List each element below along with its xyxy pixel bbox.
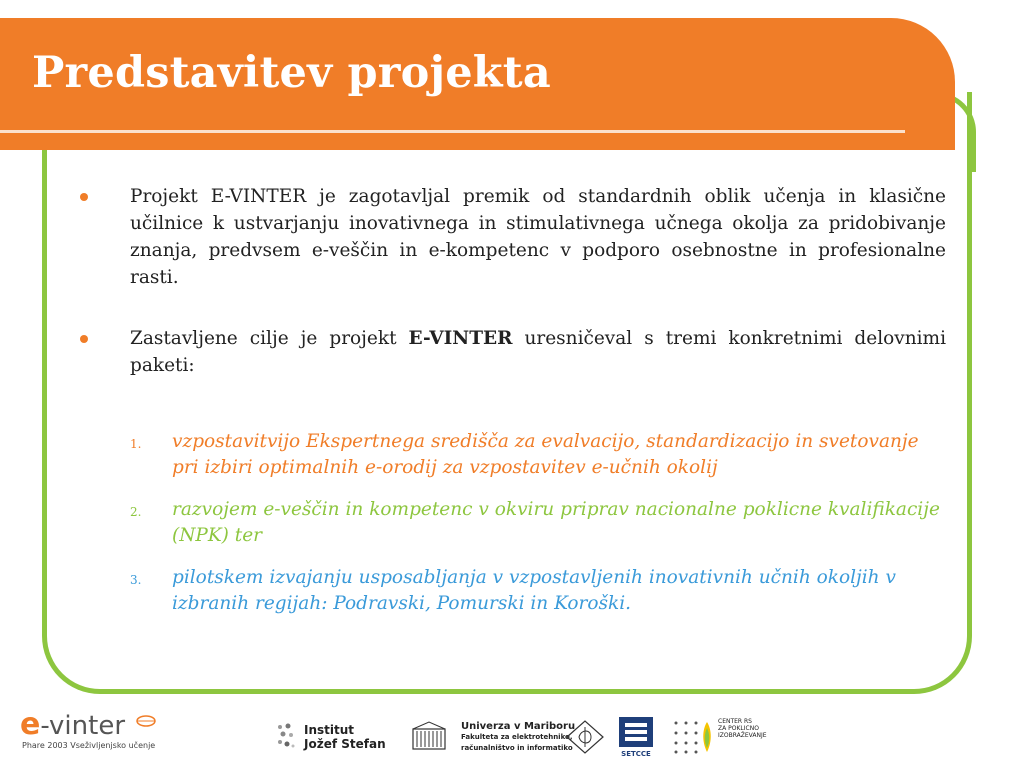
numbered-item-text: pilotskem izvajanju usposabljanja v vzpostavljenih inovativnih učnih okoljih v izbranih regijah: Podravski, Pomurski in Koroški. [172, 567, 896, 614]
numbered-item [130, 429, 946, 481]
flame-icon [700, 720, 714, 754]
bullet-text-bold: E-VINTER [408, 328, 513, 349]
bullet-text: Projekt E-VINTER je zagotavljal premik od standardnih oblik učenja in klasične učilnice k ustvarjanju inovativnega in stimulativnega učnega okolja za pridobivanje znanja, predvsem e-veščin in e-kompetenc v podporo osebnostne in profesionalne rasti. [130, 186, 946, 288]
bullet-item [80, 325, 946, 379]
partner-leaf-logo [565, 715, 605, 759]
numbered-item [130, 497, 946, 549]
partner-logos-footer [0, 705, 1024, 768]
bullet-text-before: Zastavljene cilje je projekt [130, 328, 409, 349]
numbered-item-text: vzpostavitvijo Ekspertnega središča za evalvacijo, standardizacijo in svetovanje pri izbiri optimalnih e-orodij za vzpostavitev e-učnih okolij [172, 431, 919, 478]
setcce-icon [617, 715, 655, 759]
slide-title: Predstavitev projekta [32, 48, 551, 98]
ijs-line2: Jožef Stefan [304, 737, 386, 751]
cpi-logo [672, 715, 767, 759]
leaf-icon [565, 717, 605, 757]
ijs-dots-icon [276, 722, 296, 752]
dots-grid-icon [672, 719, 700, 755]
setcce-label: SETCCE [621, 750, 651, 758]
bullet-dot-icon [80, 335, 88, 343]
setcce-logo [617, 715, 655, 759]
cpi-line2: ZA POKLICNO [718, 724, 759, 732]
bullet-dot-icon [80, 193, 88, 201]
numbered-item-label: 1. [130, 437, 142, 451]
slide-body [80, 183, 946, 633]
numbered-item-text: razvojem e-veščin in kompetenc v okviru priprav nacionalne poklicne kvalifikacije (NPK) ter [172, 499, 940, 546]
evinter-logo-subtitle: Phare 2003 Vseživljenjsko učenje [22, 741, 156, 750]
evinter-logo-e: e [20, 707, 41, 742]
um-line2: Fakulteta za elektrotehniko, [461, 732, 573, 741]
evinter-logo [20, 707, 157, 742]
bullet-text-after: uresničeval s tremi konkretnimi delovnimi paketi: [130, 328, 946, 376]
um-feri-logo [405, 715, 575, 759]
cpi-line1: CENTER RS [718, 717, 752, 725]
numbered-item-label: 2. [130, 505, 142, 519]
um-line1: Univerza v Mariboru [461, 720, 576, 732]
um-line3: računalništvo in informatiko [461, 743, 573, 752]
title-underline [0, 130, 905, 133]
ijs-line1: Institut [304, 723, 355, 737]
ijs-logo [276, 715, 386, 759]
numbered-item-label: 3. [130, 573, 142, 587]
university-seal-icon [405, 713, 453, 761]
evinter-logo-text: -vinter [40, 711, 126, 741]
numbered-item [130, 565, 946, 617]
bullet-item [80, 183, 946, 291]
numbered-list [80, 429, 946, 617]
ball-icon [135, 714, 157, 728]
cpi-line3: IZOBRAŽEVANJE [718, 731, 767, 739]
